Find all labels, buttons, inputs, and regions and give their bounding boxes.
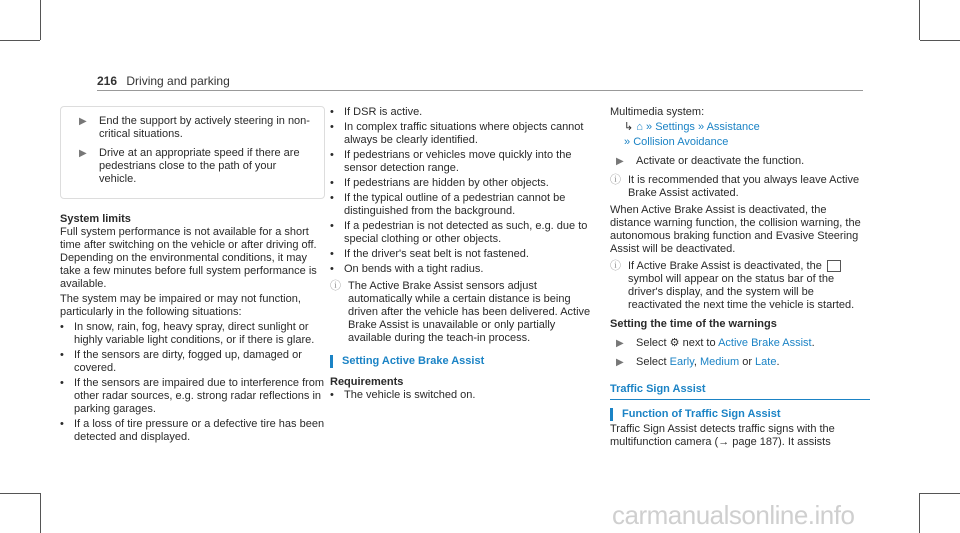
brake-assist-off-icon [827, 260, 841, 272]
crop-mark [920, 493, 960, 494]
double-chevron-icon: » [624, 136, 631, 148]
info-icon: ⓘ [610, 260, 621, 272]
impaired-text: The system may be impaired or may not function, particularly in the following situations: [60, 293, 301, 318]
crop-mark [0, 40, 40, 41]
page-number: 216 [97, 74, 118, 88]
section-title: Driving and parking [126, 74, 230, 88]
action-step: ▶ Select Early, Medium or Late. [616, 356, 780, 368]
menu-assistance[interactable]: Assistance [706, 121, 760, 133]
sub-arrow-icon: ↳ [624, 121, 634, 133]
timing-heading: Setting the time of the warnings [610, 318, 777, 330]
action-box [60, 106, 325, 199]
action-step: ▶ Activate or deactivate the function. [616, 155, 805, 167]
crop-mark [919, 0, 920, 40]
column-1 [60, 106, 325, 446]
list-item: • In snow, rain, fog, heavy spray, direct sunlight or highly variable light conditions, or if there is glare. [60, 321, 315, 346]
option-early[interactable]: Early [669, 356, 694, 368]
action-step: ▶ Drive at an appropriate speed if there are pedestrians close to the path of your vehicle. [79, 147, 300, 185]
action-step: ▶ Select ⚙ next to Active Brake Assist. [616, 337, 815, 349]
menu-path [624, 121, 870, 149]
column-2 [330, 106, 598, 404]
crop-mark [920, 40, 960, 41]
function-heading: Function of Traffic Sign Assist [610, 408, 870, 421]
crop-mark [40, 493, 41, 533]
action-triangle-icon: ▶ [616, 338, 624, 349]
option-late[interactable]: Late [755, 356, 777, 368]
list-item: • In complex traffic situations where objects cannot always be clearly identified. [330, 121, 584, 146]
menu-settings[interactable]: Settings [655, 121, 695, 133]
column-3 [610, 106, 870, 451]
deactivation-text: When Active Brake Assist is deactivated, the distance warning function, the collision warning, the autonomous braking function and Evasive Steering Assist will be deactivated. [610, 204, 861, 255]
list-item: • If pedestrians or vehicles move quickly into the sensor detection range. [330, 149, 572, 174]
page-header [97, 74, 230, 88]
limits-heading: System limits [60, 213, 131, 225]
limits-text: Full system performance is not available for a short time after switching on the vehicle or after driving off. Depending on the environmental conditions, it may take a few minutes before full system performance is available. [60, 226, 317, 290]
list-item: • If the sensors are dirty, fogged up, damaged or covered. [60, 349, 302, 374]
option-medium[interactable]: Medium [700, 356, 740, 368]
list-item: • If pedestrians are hidden by other objects. [330, 177, 549, 189]
action-step: ▶ End the support by actively steering in non-critical situations. [79, 115, 310, 140]
double-chevron-icon: » [646, 121, 653, 133]
list-item: • If a loss of tire pressure or a defective tire has been detected and displayed. [60, 418, 325, 443]
multimedia-label: Multimedia system: [610, 106, 705, 118]
function-text: Traffic Sign Assist detects traffic signs with the multifunction camera (→ page 187). It assists [610, 423, 835, 448]
home-icon[interactable]: ⌂ [636, 121, 643, 133]
crop-mark [0, 493, 40, 494]
setting-heading: Setting Active Brake Assist [330, 355, 598, 368]
header-rule [97, 90, 863, 91]
action-triangle-icon: ▶ [79, 148, 87, 159]
list-item: • If the driver's seat belt is not fastened. [330, 248, 529, 260]
list-item: • On bends with a tight radius. [330, 263, 484, 275]
info-note: ⓘ The Active Brake Assist sensors adjust automatically while a certain distance is being driven after the vehicle has been delivered. Active Brake Assist is unavailable or only partially available during the teach-in process. [330, 280, 591, 344]
list-item: • If the sensors are impaired due to interference from other radar sources, e.g. strong radar reflections in parking garages. [60, 377, 325, 415]
action-triangle-icon: ▶ [616, 156, 624, 167]
list-item: • If the typical outline of a pedestrian cannot be distinguished from the background. [330, 192, 566, 217]
info-note: ⓘ If Active Brake Assist is deactivated, the symbol will appear on the status bar of the driver's display, and the system will be reactivated the next time the vehicle is started. [610, 260, 855, 311]
gear-icon: ⚙ [669, 337, 680, 349]
double-chevron-icon: » [698, 121, 705, 133]
tsa-heading: Traffic Sign Assist [610, 383, 870, 400]
info-note: ⓘ It is recommended that you always leave Active Brake Assist activated. [610, 174, 860, 199]
list-item: • The vehicle is switched on. [330, 389, 476, 401]
link-active-brake-assist[interactable]: Active Brake Assist [718, 337, 812, 349]
crop-mark [919, 493, 920, 533]
info-icon: ⓘ [610, 174, 621, 186]
info-icon: ⓘ [330, 280, 341, 292]
watermark: carmanualsonline.info [612, 500, 855, 530]
list-item: • If DSR is active. [330, 106, 423, 118]
action-triangle-icon: ▶ [79, 116, 87, 127]
action-triangle-icon: ▶ [616, 357, 624, 368]
list-item: • If a pedestrian is not detected as such, e.g. due to special clothing or other objects. [330, 220, 588, 245]
crop-mark [40, 0, 41, 40]
requirements-heading: Requirements [330, 376, 404, 388]
menu-collision-avoidance[interactable]: Collision Avoidance [633, 136, 729, 148]
